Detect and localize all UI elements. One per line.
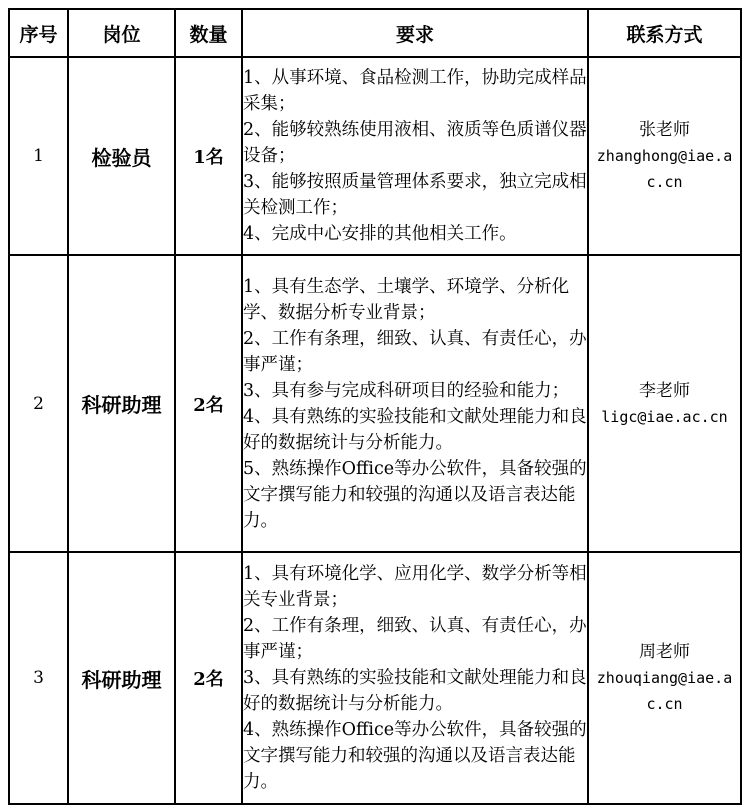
position-title: 检验员	[68, 57, 175, 255]
header-no: 序号	[9, 9, 68, 57]
contact-name: 周老师	[639, 642, 690, 662]
contact-cell	[588, 255, 741, 552]
requirement-item: 4、具有熟练的实验技能和文献处理能力和良好的数据统计与分析能力。	[243, 406, 587, 453]
requirements-cell	[242, 255, 588, 552]
table-row	[9, 255, 741, 552]
requirement-item: 1、从事环境、食品检测工作，协助完成样品采集；	[243, 68, 587, 114]
contact-name: 张老师	[639, 120, 690, 140]
contact-email[interactable]: zhanghong@iae.ac.cn	[596, 147, 733, 191]
requirement-item: 2、能够较熟练使用液相、液质等色质谱仪器设备；	[243, 120, 587, 166]
header-quantity: 数量	[175, 9, 242, 57]
requirement-item: 4、熟练操作Office等办公软件，具备较强的文字撰写能力和较强的沟通以及语言表达能力。	[243, 720, 587, 792]
contact-email[interactable]: ligc@iae.ac.cn	[601, 407, 728, 426]
position-title: 科研助理	[68, 255, 175, 552]
header-row	[9, 9, 741, 57]
position-title: 科研助理	[68, 552, 175, 804]
requirements-cell	[242, 552, 588, 804]
requirement-item: 1、具有生态学、土壤学、环境学、分析化学、数据分析专业背景；	[243, 276, 570, 323]
contact-cell	[588, 552, 741, 804]
requirement-item: 4、完成中心安排的其他相关工作。	[243, 224, 517, 244]
requirement-item: 2、工作有条理，细致、认真、有责任心，办事严谨；	[243, 328, 587, 375]
header-contact: 联系方式	[588, 9, 741, 57]
requirement-item: 2、工作有条理，细致、认真、有责任心，办事严谨；	[243, 616, 587, 662]
row-number: 3	[9, 552, 68, 804]
requirement-item: 3、能够按照质量管理体系要求，独立完成相关检测工作；	[243, 172, 587, 218]
header-position: 岗位	[68, 9, 175, 57]
contact-name: 李老师	[639, 380, 690, 401]
recruitment-table	[8, 8, 742, 805]
contact-cell	[588, 57, 741, 255]
contact-email[interactable]: zhouqiang@iae.ac.cn	[596, 669, 733, 713]
quantity: 2名	[175, 255, 242, 552]
table-row	[9, 57, 741, 255]
quantity: 2名	[175, 552, 242, 804]
header-requirements: 要求	[242, 9, 588, 57]
requirement-item: 3、具有参与完成科研项目的经验和能力；	[243, 380, 570, 401]
table-row	[9, 552, 741, 804]
requirement-item: 3、具有熟练的实验技能和文献处理能力和良好的数据统计与分析能力。	[243, 668, 587, 714]
requirements-cell	[242, 57, 588, 255]
row-number: 1	[9, 57, 68, 255]
row-number: 2	[9, 255, 68, 552]
quantity: 1名	[175, 57, 242, 255]
requirement-item: 5、熟练操作Office等办公软件，具备较强的文字撰写能力和较强的沟通以及语言表达能力。	[243, 458, 587, 531]
requirement-item: 1、具有环境化学、应用化学、数学分析等相关专业背景；	[243, 564, 587, 610]
